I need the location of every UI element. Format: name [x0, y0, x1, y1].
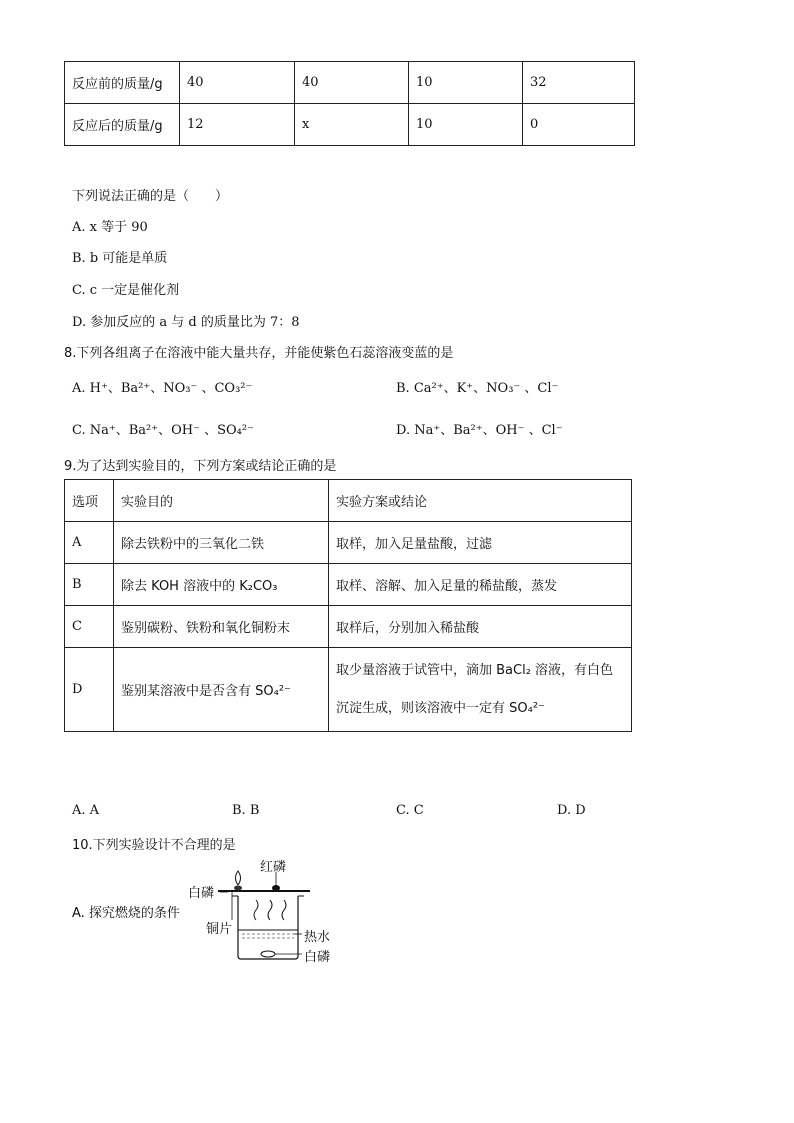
row-goal: 鉴别某溶液中是否含有 SO₄²⁻: [114, 648, 329, 732]
q8-option-a: A. H⁺、Ba²⁺、NO₃⁻ 、CO₃²⁻: [72, 381, 253, 396]
row-goal: 鉴别碳粉、铁粉和氧化铜粉末: [114, 606, 329, 648]
cell: 10: [409, 104, 523, 146]
cell: 40: [180, 62, 295, 104]
cell: 10: [409, 62, 523, 104]
label-red-phosphorus: 红磷: [260, 860, 287, 875]
label-white-phosphorus-bottom: 白磷: [304, 950, 331, 965]
header-option: 选项: [65, 480, 114, 522]
q7-option-d: D. 参加反应的 a 与 d 的质量比为 7：8: [72, 315, 300, 330]
row-plan-line2: 沉淀生成，则该溶液中一定有 SO₄²⁻: [336, 700, 545, 716]
q10-option-a: A. 探究燃烧的条件: [72, 906, 180, 921]
q7-option-c: C. c 一定是催化剂: [72, 283, 180, 298]
cell: x: [295, 104, 409, 146]
q9-answer-a: A. A: [72, 803, 100, 818]
mass-table: [64, 61, 635, 146]
q8-option-b-ions: Ca²⁺、K⁺、NO₃⁻ 、Cl⁻: [413, 381, 559, 396]
row-option: A: [65, 522, 114, 564]
row-plan: 取样，加入足量盐酸，过滤: [329, 522, 632, 564]
q8-stem: 8.下列各组离子在溶液中能大量共存，并能使紫色石蕊溶液变蓝的是: [64, 346, 454, 361]
cell: 12: [180, 104, 295, 146]
row-label: 反应前的质量/g: [65, 62, 180, 104]
header-plan: 实验方案或结论: [329, 480, 632, 522]
row-plan: 取样后，分别加入稀盐酸: [329, 606, 632, 648]
row-goal: 除去 KOH 溶液中的 K₂CO₃: [114, 564, 329, 606]
row-plan: 取样、溶解、加入足量的稀盐酸，蒸发: [329, 564, 632, 606]
cell: 40: [295, 62, 409, 104]
row-plan: [329, 648, 632, 732]
row-option: B: [65, 564, 114, 606]
label-copper-plate: 铜片: [206, 922, 233, 937]
combustion-apparatus-figure: [188, 858, 338, 968]
row-label: 反应后的质量/g: [65, 104, 180, 146]
q7-option-a: A. x 等于 90: [72, 220, 148, 235]
q8-option-c-ions: Na⁺、Ba²⁺、OH⁻ 、SO₄²⁻: [89, 423, 254, 438]
cell: 32: [523, 62, 635, 104]
row-goal: 除去铁粉中的三氧化二铁: [114, 522, 329, 564]
label-white-phosphorus-top: 白磷: [188, 886, 215, 901]
q10-stem: 10.下列实验设计不合理的是: [72, 838, 236, 853]
row-option: D: [65, 648, 114, 732]
q9-stem: 9.为了达到实验目的，下列方案或结论正确的是: [64, 459, 337, 474]
row-plan-line1: 取少量溶液于试管中，滴加 BaCl₂ 溶液，有白色: [336, 662, 614, 678]
experiment-table: [64, 479, 632, 732]
q8-option-a-ions: H⁺、Ba²⁺、NO₃⁻ 、CO₃²⁻: [89, 381, 253, 396]
cell: 0: [523, 104, 635, 146]
row-option: C: [65, 606, 114, 648]
header-goal: 实验目的: [114, 480, 329, 522]
q9-answer-b: B. B: [232, 803, 260, 818]
q7-stem: 下列说法正确的是（ ）: [72, 189, 229, 204]
q8-option-d: D. Na⁺、Ba²⁺、OH⁻ 、Cl⁻: [396, 423, 563, 438]
q8-option-c: C. Na⁺、Ba²⁺、OH⁻ 、SO₄²⁻: [72, 423, 254, 438]
q8-option-b: B. Ca²⁺、K⁺、NO₃⁻ 、Cl⁻: [396, 381, 559, 396]
q8-option-d-ions: Na⁺、Ba²⁺、OH⁻ 、Cl⁻: [414, 423, 563, 438]
q9-answer-d: D. D: [557, 803, 586, 818]
q7-option-b: B. b 可能是单质: [72, 251, 168, 266]
q9-answer-c: C. C: [396, 803, 424, 818]
label-hot-water: 热水: [304, 930, 331, 945]
